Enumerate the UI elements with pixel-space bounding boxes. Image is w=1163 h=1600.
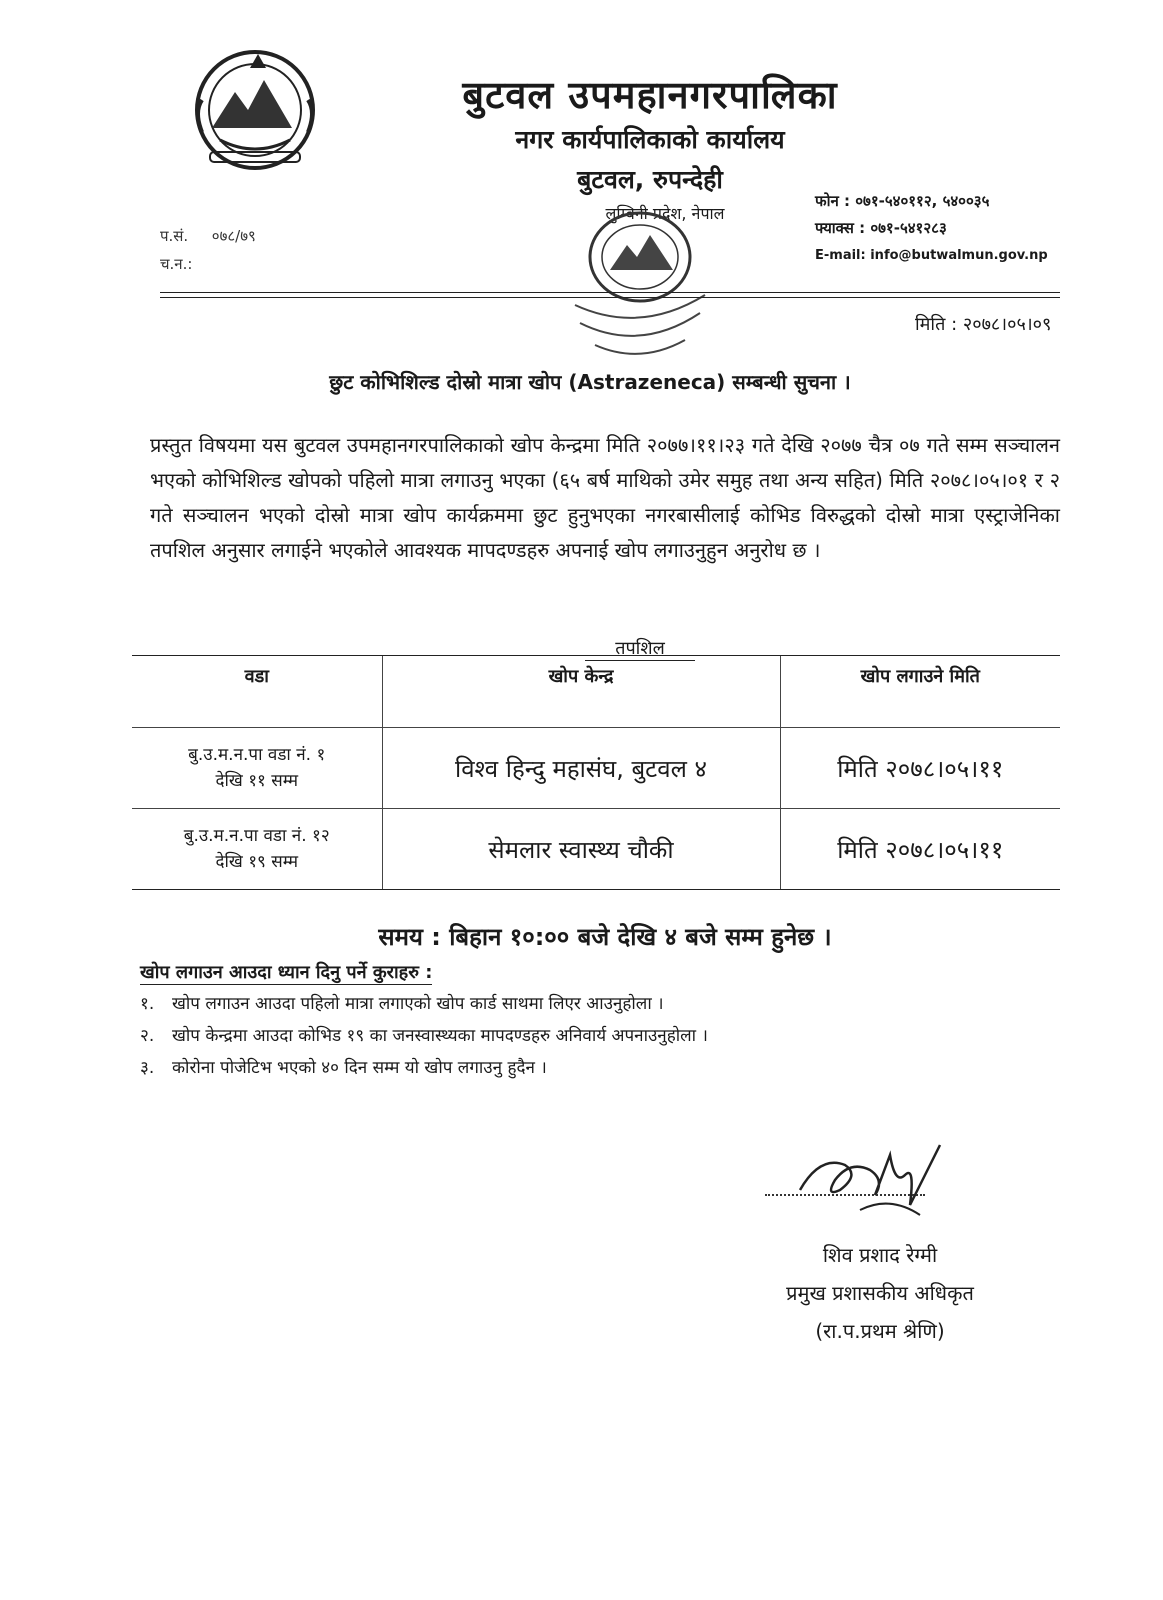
notice-subject: छुट कोभिशिल्ड दोस्रो मात्रा खोप (Astrazeneca) सम्बन्धी सुचना । [329,370,851,394]
office-location: बुटवल, रुपन्देही [577,165,723,194]
column-header-center: खोप केन्द्र [382,656,780,728]
item-text: खोप केन्द्रमा आउदा कोभिड १९ का जनस्वास्थ्यका मापदण्डहरु अनिवार्य अपनाउनुहोला । [172,1026,708,1046]
phone-number: फोन : ०७१-५४०११२, ५४००३५ [815,192,990,210]
column-header-date: खोप लगाउने मिति [780,656,1060,728]
schedule-title: तपशिल [585,636,695,661]
office-name: नगर कार्यपालिकाको कार्यालय [515,125,785,154]
signature-line [765,1194,925,1196]
notice-body: प्रस्तुत विषयमा यस बुटवल उपमहानगरपालिकाको खोप केन्द्रमा मिति २०७७।११।२३ गते देखि २०७७ चैत्र ०७ गते सम्म सञ्चालन भएको कोभिशिल्ड खोपको पहिलो मात्रा लगाउनु भएका (६५ बर्ष माथिको उमेर समुह तथा अन्य सहित) मिति २०७८।०५।०१ र २ गते सञ्चालन भएको दोस्रो मात्रा खोप कार्यक्रममा छुट हुनुभएका नगरबासीलाई कोभिड विरुद्धको दोस्रो मात्रा एस्ट्राजेनिका तपशिल अनुसार लगाईने भएकोले आवश्यक मापदण्डहरु अपनाई खोप लगाउनुहुन अनुरोध छ । [150,433,1060,562]
vaccination-time: समय : बिहान १०:०० बजे देखि ४ बजे सम्म हुनेछ । [378,923,832,951]
table-row [132,809,1060,890]
center-cell: सेमलार स्वास्थ्य चौकी [382,809,780,890]
cn-label: च.न.: [160,255,193,273]
header-divider [160,292,1060,293]
signatory-grade: (रा.प.प्रथम श्रेणि) [815,1319,945,1343]
schedule-table [132,655,1060,890]
ward-line: बु.उ.म.न.पा वडा नं. १२ [183,826,330,846]
item-number: २. [140,1026,155,1046]
organization-name: बुटवल उपमहानगरपालिका [462,73,838,117]
ps-label: प.सं. [160,227,189,245]
ward-cell [132,728,382,809]
contact-block [815,188,1048,269]
column-header-ward: वडा [132,656,382,728]
item-text: खोप लगाउन आउदा पहिलो मात्रा लगाएको खोप कार्ड साथमा लिएर आउनुहोला । [172,994,664,1014]
letter-date: मिति : २०७८।०५।०९ [915,314,1052,335]
table-row [132,728,1060,809]
header-divider-thin [160,297,1060,298]
ward-line: देखि ११ सम्म [215,771,299,791]
signatory-title: प्रमुख प्रशासकीय अधिकृत [786,1281,974,1305]
date-cell: मिति २०७८।०५।११ [780,728,1060,809]
table-header-row [132,656,1060,728]
signatory-name: शिव प्रशाद रेग्मी [822,1243,938,1267]
signatory-block [760,1236,1000,1350]
item-text: कोरोना पोजेटिभ भएको ४० दिन सम्म यो खोप लगाउनु हुदैन । [172,1058,547,1078]
list-item [140,1052,708,1084]
date-cell: मिति २०७८।०५।११ [780,809,1060,890]
list-item [140,1020,708,1052]
ward-cell [132,809,382,890]
email-address: E-mail: info@butwalmun.gov.np [815,248,1048,263]
ward-line: बु.उ.म.न.पा वडा नं. १ [188,745,326,765]
signature-icon [790,1135,950,1230]
office-stamp-icon [555,195,715,365]
notes-list [140,988,708,1084]
reference-block [160,222,256,278]
notes-heading: खोप लगाउन आउदा ध्यान दिनु पर्ने कुराहरु : [140,962,433,983]
office-region: लुम्बिनी प्रदेश, नेपाल [605,204,725,223]
ps-value: ०७८/७९ [211,227,256,245]
item-number: १. [140,994,155,1014]
fax-number: फ्याक्स : ०७१-५४१२८३ [815,219,947,237]
ward-line: देखि १९ सम्म [215,852,299,872]
list-item [140,988,708,1020]
nepal-emblem-icon [180,40,330,180]
item-number: ३. [140,1058,155,1078]
center-cell: विश्व हिन्दु महासंघ, बुटवल ४ [382,728,780,809]
